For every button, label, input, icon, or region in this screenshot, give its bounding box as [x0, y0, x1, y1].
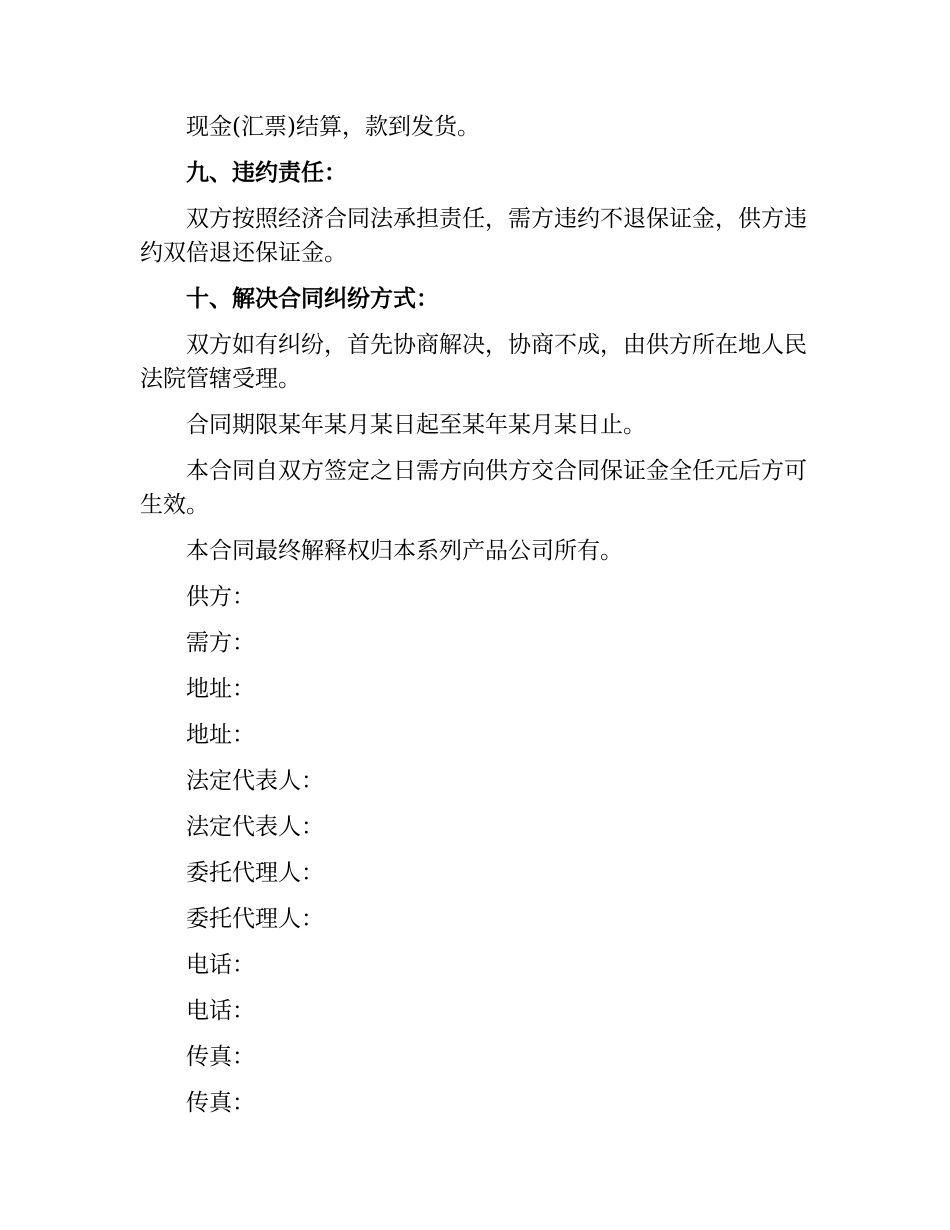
contract-term-paragraph: 合同期限某年某月某日起至某年某月某日止。 [186, 412, 646, 438]
signature-field-agent-supplier: 委托代理人： [186, 860, 324, 886]
signature-field-phone-buyer: 电话： [186, 998, 255, 1024]
dispute-resolution-paragraph: 双方如有纠纷，首先协商解决，协商不成，由供方所在地人民法院管辖受理。 [140, 332, 807, 392]
signature-field-fax-supplier: 传真： [186, 1044, 255, 1070]
signature-field-address-buyer: 地址： [186, 722, 255, 748]
signature-field-supplier: 供方： [186, 584, 255, 610]
signature-field-phone-supplier: 电话： [186, 952, 255, 978]
signature-field-address-supplier: 地址： [186, 676, 255, 702]
section-heading-breach-liability: 九、违约责任： [186, 159, 347, 186]
interpretation-paragraph: 本合同最终解释权归本系列产品公司所有。 [186, 538, 623, 564]
signature-field-agent-buyer: 委托代理人： [186, 906, 324, 932]
signature-field-fax-buyer: 传真： [186, 1090, 255, 1116]
signature-field-legal-rep-buyer: 法定代表人： [186, 814, 324, 840]
payment-terms-paragraph: 现金(汇票)结算，款到发货。 [186, 114, 480, 140]
signature-field-legal-rep-supplier: 法定代表人： [186, 768, 324, 794]
document-body [140, 110, 808, 1120]
signature-field-buyer: 需方： [186, 630, 255, 656]
breach-liability-paragraph: 双方按照经济合同法承担责任，需方违约不退保证金，供方违约双倍退还保证金。 [140, 206, 807, 266]
effectiveness-paragraph: 本合同自双方签定之日需方向供方交合同保证金全任元后方可生效。 [140, 458, 807, 518]
section-heading-dispute-resolution: 十、解决合同纠纷方式： [186, 285, 439, 312]
